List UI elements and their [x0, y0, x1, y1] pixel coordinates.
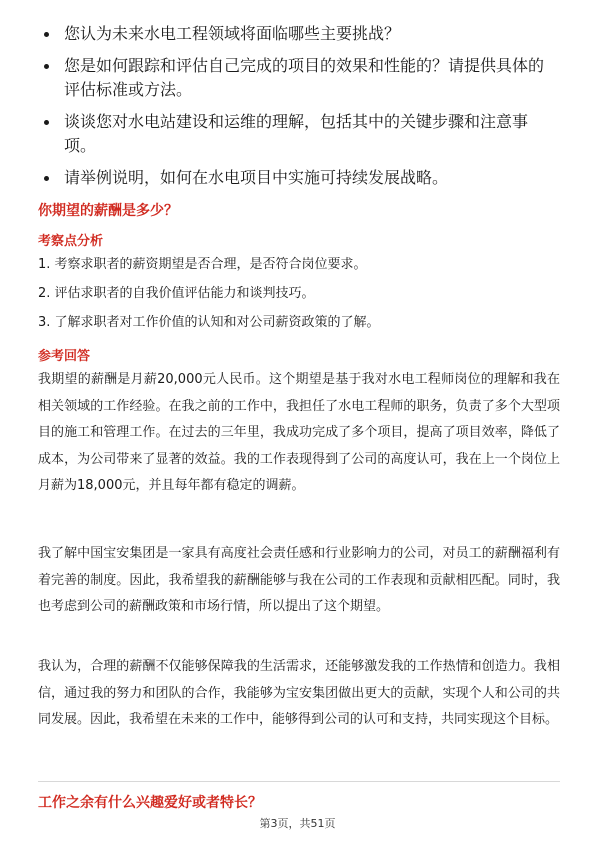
answer-paragraph: 我了解中国宝安集团是一家具有高度社会责任感和行业影响力的公司，对员工的薪酬福利有着完善的制度。因此，我希望我的薪酬能够与我在公司的工作表现和贡献相匹配。同时，我也考虑到公司的薪酬政策和市场行情，所以提出了这个期望。	[38, 546, 560, 614]
analysis-point: 1. 考察求职者的薪资期望是否合理，是否符合岗位要求。	[38, 257, 367, 272]
question-heading: 你期望的薪酬是多少？	[38, 203, 178, 219]
section-divider	[38, 781, 560, 782]
answer-paragraph: 我期望的薪酬是月薪20,000元人民币。这个期望是基于我对水电工程师岗位的理解和我在相关领域的工作经验。在我之前的工作中，我担任了水电工程师的职务，负责了多个大型项目的施工和管理工作。在过去的三年里，我成功完成了多个项目，提高了项目效率，降低了成本，为公司带来了显著的效益。我的工作表现得到了公司的高度认可，我在上一个岗位上月薪为18,000元，并且每年都有稳定的调薪。	[38, 372, 560, 493]
analysis-point: 3. 了解求职者对工作价值的认知和对公司薪资政策的了解。	[38, 315, 380, 330]
answer-paragraph: 我认为，合理的薪酬不仅能够保障我的生活需求，还能够激发我的工作热情和创造力。我相信，通过我的努力和团队的合作，我能够为宝安集团做出更大的贡献，实现个人和公司的共同发展。因此，我希望在未来的工作中，能够得到公司的认可和支持，共同实现这个目标。	[38, 659, 560, 727]
page-number: 第3页，共51页	[259, 817, 336, 830]
list-item	[38, 166, 558, 190]
question-list	[38, 22, 558, 198]
list-item-text: 谈谈您对水电站建设和运维的理解，包括其中的关键步骤和注意事项。	[64, 112, 529, 155]
analysis-heading: 考察点分析	[38, 234, 104, 249]
bullet-icon	[44, 176, 49, 181]
answer-heading: 参考回答	[38, 349, 91, 364]
bullet-icon	[44, 120, 49, 125]
analysis-point: 2. 评估求职者的自我价值评估能力和谈判技巧。	[38, 286, 315, 301]
list-item-text: 您是如何跟踪和评估自己完成的项目的效果和性能的？请提供具体的评估标准或方法。	[64, 56, 545, 99]
list-item-text: 您认为未来水电工程领域将面临哪些主要挑战？	[64, 24, 401, 43]
bullet-icon	[44, 64, 49, 69]
list-item	[38, 22, 558, 46]
list-item-text: 请举例说明，如何在水电项目中实施可持续发展战略。	[64, 168, 449, 187]
list-item	[38, 110, 558, 158]
bullet-icon	[44, 32, 49, 37]
list-item	[38, 54, 558, 102]
next-question-heading: 工作之余有什么兴趣爱好或者特长？	[38, 795, 262, 811]
